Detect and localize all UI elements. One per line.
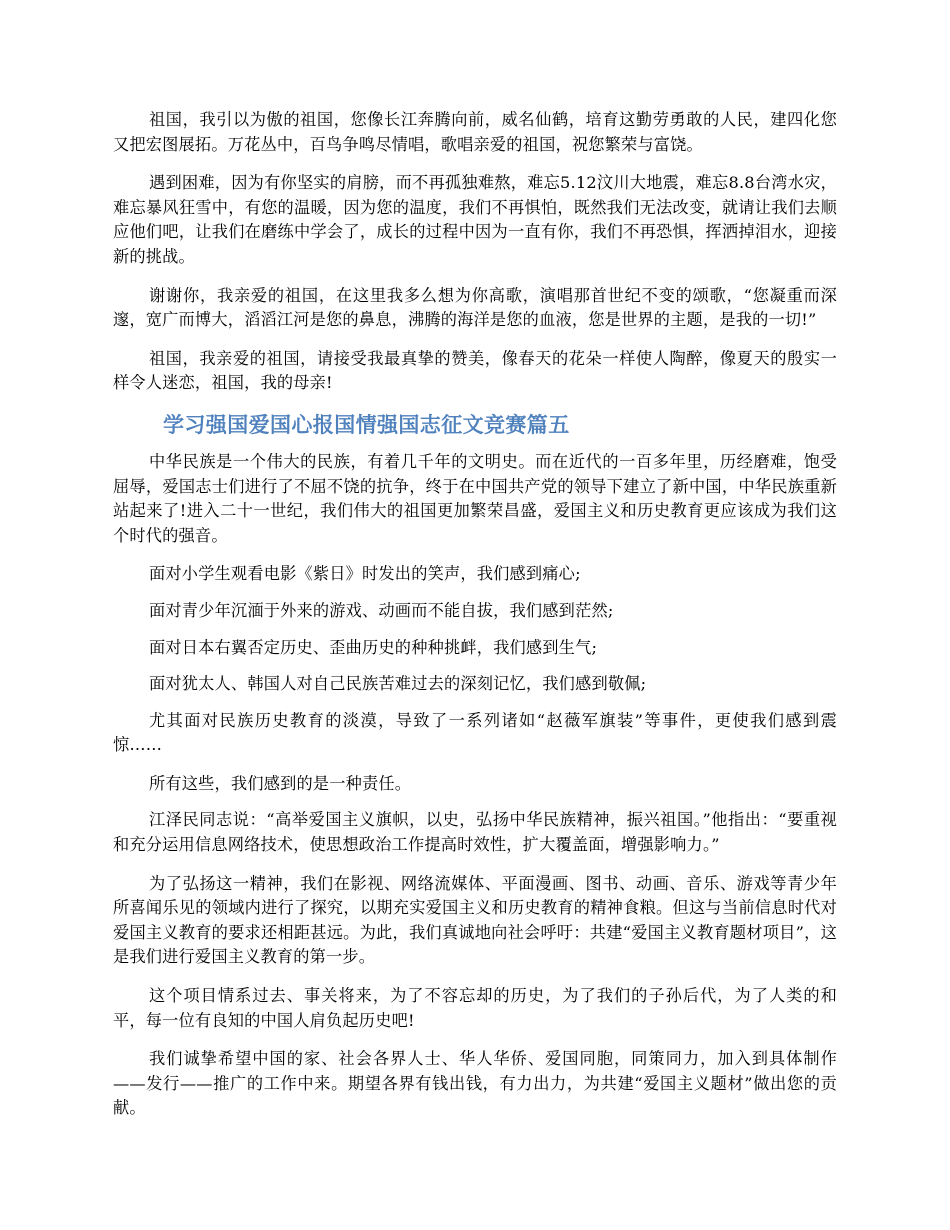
paragraph-section-7: 所有这些，我们感到的是一种责任。	[149, 773, 412, 793]
paragraph-intro-3: 谢谢你，我亲爱的祖国，在这里我多么想为你高歌，演唱那首世纪不变的颂歌，“您凝重而深邃，宽广而博大，滔滔江河是您的鼻息，沸腾的海洋是您的血液，您是世界的主题，是我的一切!”	[113, 285, 837, 330]
paragraph-intro-2: 遇到困难，因为有你坚实的肩膀，而不再孤独难熬，难忘5.12汶川大地震，难忘8.8台湾水灾，难忘暴风狂雪中，有您的温暖，因为您的温度，我们不再惧怕，既然我们无法改变，就请让我们去顺应他们吧，让我们在磨练中学会了，成长的过程中因为一直有你，我们不再恐惧，挥洒掉泪水，迎接新的挑战。	[113, 173, 837, 266]
paragraph-section-3: 面对青少年沉湎于外来的游戏、动画而不能自拔，我们感到茫然;	[149, 600, 614, 620]
paragraph-section-1: 中华民族是一个伟大的民族，有着几千年的文明史。而在近代的一百多年里，历经磨难，饱受屈辱，爱国志士们进行了不屈不饶的抗争，终于在中国共产党的领导下建立了新中国，中华民族重新站起来了!进入二十一世纪，我们伟大的祖国更加繁荣昌盛，爱国主义和历史教育更应该成为我们这个时代的强音。	[113, 451, 837, 545]
paragraph-section-5: 面对犹太人、韩国人对自己民族苦难过去的深刻记忆，我们感到敬佩;	[149, 674, 647, 694]
paragraph-section-8: 江泽民同志说：“高举爱国主义旗帜，以史，弘扬中华民族精神，振兴祖国。”他指出：“要重视和充分运用信息网络技术，使思想政治工作提高时效性，扩大覆盖面，增强影响力。”	[113, 810, 837, 855]
paragraph-intro-1: 祖国，我引以为傲的祖国，您像长江奔腾向前，威名仙鹤，培育这勤劳勇敢的人民，建四化您又把宏图展拓。万花丛中，百鸟争鸣尽情唱，歌唱亲爱的祖国，祝您繁荣与富饶。	[113, 110, 837, 154]
paragraph-section-9: 为了弘扬这一精神，我们在影视、网络流媒体、平面漫画、图书、动画、音乐、游戏等青少年所喜闻乐见的领域内进行了探究，以期充实爱国主义和历史教育的精神食粮。但这与当前信息时代对爱国主义教育的要求还相距甚远。为此，我们真诚地向社会呼吁：共建“爱国主义教育题材项目”，这是我们进行爱国主义教育的第一步。	[113, 873, 837, 967]
paragraph-intro-4: 祖国，我亲爱的祖国，请接受我最真挚的赞美，像春天的花朵一样使人陶醉，像夏天的殷实一样令人迷恋，祖国，我的母亲!	[113, 348, 837, 393]
paragraph-section-10: 这个项目情系过去、事关将来，为了不容忘却的历史，为了我们的子孙后代，为了人类的和平，每一位有良知的中国人肩负起历史吧!	[113, 986, 837, 1030]
document-page	[113, 108, 837, 1135]
section-title: 学习强国爱国心报国情强国志征文竞赛篇五	[163, 412, 570, 437]
paragraph-section-4: 面对日本右翼否定历史、歪曲历史的种种挑衅，我们感到生气;	[149, 637, 598, 657]
paragraph-section-11: 我们诚挚希望中国的家、社会各界人士、华人华侨、爱国同胞，同策同力，加入到具体制作——发行——推广的工作中来。期望各界有钱出钱，有力出力，为共建“爱国主义题材”做出您的贡献。	[113, 1049, 837, 1118]
paragraph-section-2: 面对小学生观看电影《紫日》时发出的笑声，我们感到痛心;	[149, 564, 581, 584]
paragraph-section-6: 尤其面对民族历史教育的淡漠，导致了一系列诸如“赵薇军旗装”等事件，更使我们感到震惊……	[113, 710, 837, 755]
